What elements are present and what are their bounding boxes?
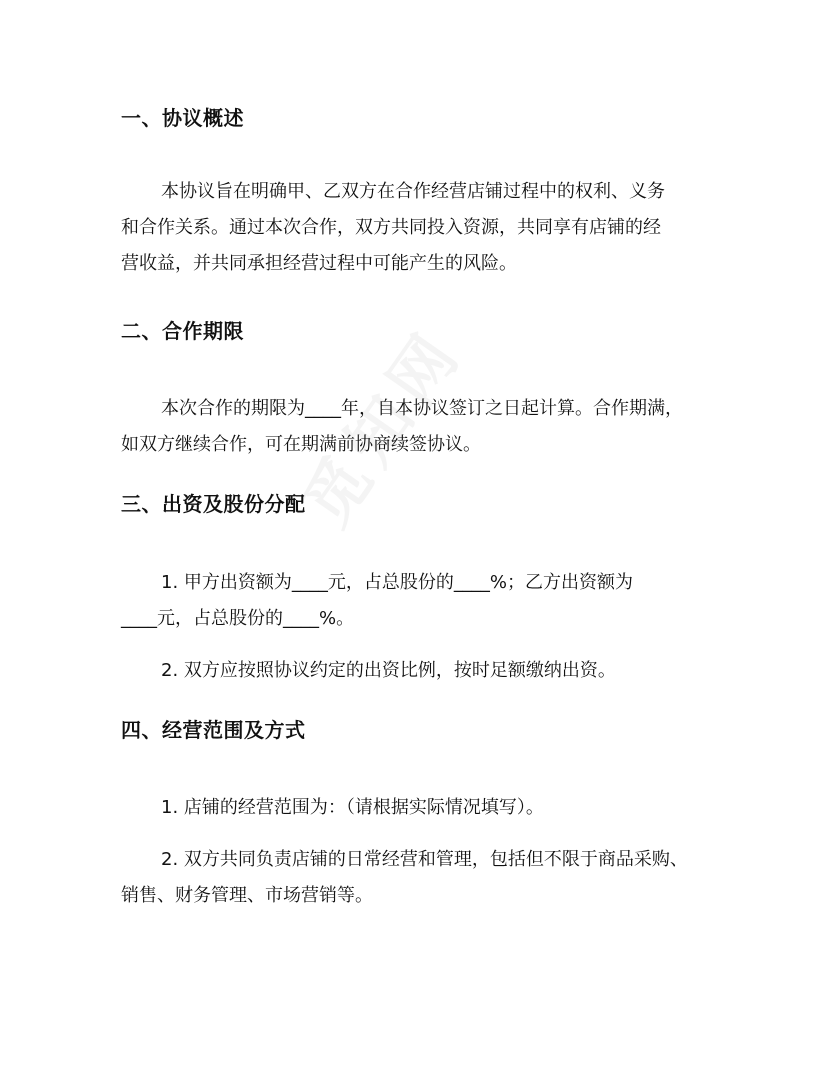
- section-heading-2: 二、合作期限: [121, 319, 244, 343]
- paragraph-line: 1. 甲方出资额为____元，占总股份的____%；乙方出资额为: [161, 572, 633, 593]
- section-1-paragraph-1: [121, 174, 721, 282]
- section-heading-3: 三、出资及股份分配: [121, 492, 306, 516]
- section-heading-4: 四、经营范围及方式: [121, 718, 306, 742]
- paragraph-line: 2. 双方应按照协议约定的出资比例，按时足额缴纳出资。: [161, 660, 616, 681]
- paragraph-line: 1. 店铺的经营范围为：（请根据实际情况填写）。: [161, 797, 544, 818]
- section-3-paragraph-2: [121, 653, 721, 689]
- paragraph-line: 如双方继续合作，可在期满前协商续签协议。: [121, 434, 481, 455]
- paragraph-line: 本次合作的期限为____年，自本协议签订之日起计算。合作期满，: [161, 398, 683, 419]
- paragraph-line: ____元，占总股份的____%。: [121, 608, 355, 629]
- section-3-paragraph-1: [121, 565, 721, 637]
- paragraph-line: 营收益，并共同承担经营过程中可能产生的风险。: [121, 253, 517, 274]
- paragraph-line: 和合作关系。通过本次合作，双方共同投入资源，共同享有店铺的经: [121, 217, 661, 238]
- section-4-paragraph-1: [121, 790, 721, 826]
- paragraph-line: 销售、财务管理、市场营销等。: [121, 885, 373, 906]
- section-4-paragraph-2: [121, 842, 721, 914]
- paragraph-line: 本协议旨在明确甲、乙双方在合作经营店铺过程中的权利、义务: [161, 181, 665, 202]
- section-2-paragraph-1: [121, 391, 721, 463]
- paragraph-line: 2. 双方共同负责店铺的日常经营和管理，包括但不限于商品采购、: [161, 849, 688, 870]
- section-heading-1: 一、协议概述: [121, 106, 244, 130]
